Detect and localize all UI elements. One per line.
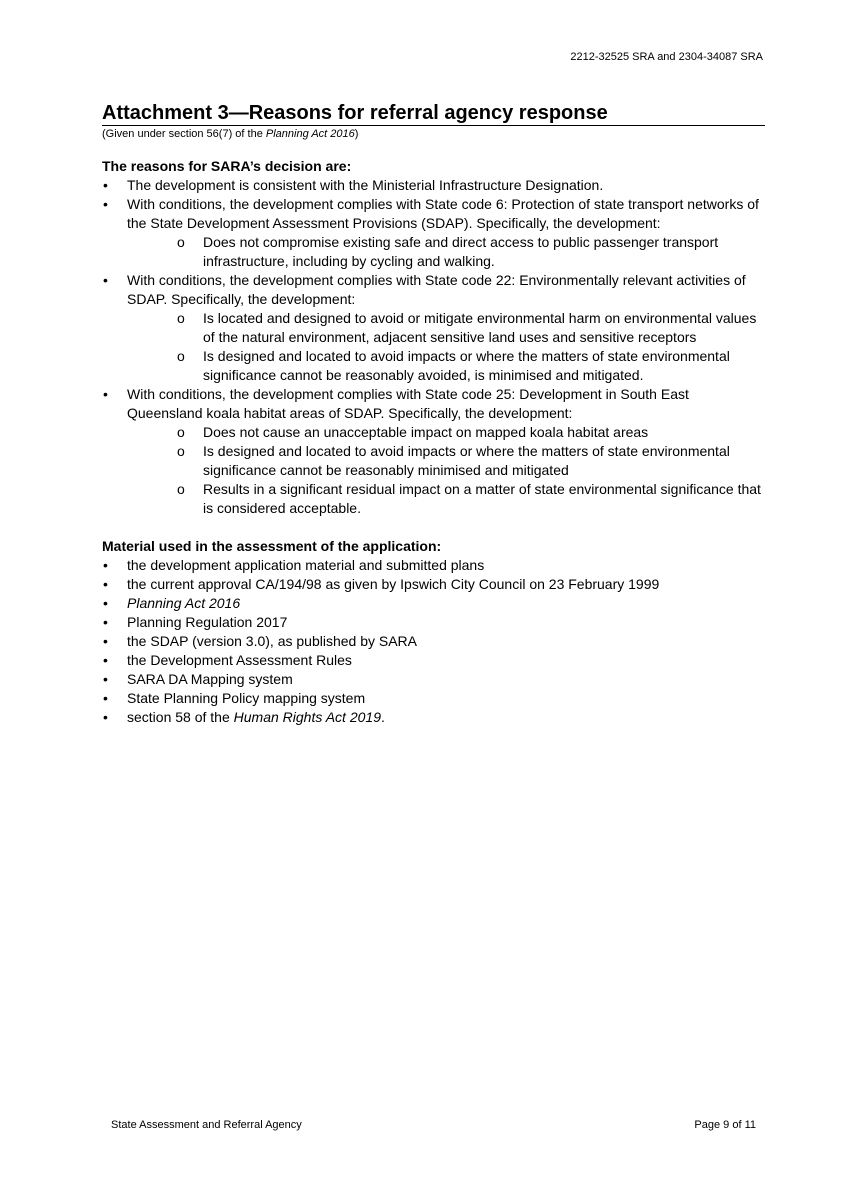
material-item: • SARA DA Mapping system [102,670,767,689]
material-item [102,594,767,613]
material-heading: Material used in the assessment of the application: [102,538,442,554]
page-subtitle [102,127,358,141]
subtitle-prefix: (Given under section 56(7) of the [102,128,266,140]
material-item: • the SDAP (version 3.0), as published by SARA [102,632,767,651]
reason-item [102,385,767,518]
material-text: section 58 of the [127,709,234,725]
material-item: • State Planning Policy mapping system [102,689,767,708]
material-act-name: Planning Act 2016 [127,595,241,611]
reasons-heading: The reasons for SARA’s decision are: [102,158,352,174]
reason-subitem: o Does not cause an unacceptable impact on mapped koala habitat areas [127,423,767,442]
material-item: • the current approval CA/194/98 as given by Ipswich City Council on 23 February 1999 [102,575,767,594]
footer-page-number: Page 9 of 11 [694,1119,756,1131]
material-text-end: . [380,709,385,725]
reason-subitem: o Is designed and located to avoid impacts or where the matters of state environmental significance cannot be reasonably minimised and mitigated [127,442,767,480]
document-reference: 2212-32525 SRA and 2304-34087 SRA [570,51,763,63]
reason-item [102,195,767,271]
material-list [102,556,767,727]
reason-sublist [127,233,767,271]
material-act-name: Human Rights Act 2019 [233,709,381,725]
reason-subitem: o Is located and designed to avoid or mitigate environmental harm on environmental values of the natural environment, adjacent sensitive land uses and sensitive receptors [127,309,767,347]
document-body [102,157,767,727]
section-spacer [102,518,767,537]
reason-text: With conditions, the development complies with State code 6: Protection of state transport networks of the State Development Assessment Provisions (SDAP). Specifically, the development: [127,196,759,231]
footer-agency: State Assessment and Referral Agency [111,1119,302,1131]
reason-subitem: o Does not compromise existing safe and direct access to public passenger transport infrastructure, including by cycling and walking. [127,233,767,271]
subtitle-act-name: Planning Act 2016 [265,128,355,140]
material-item [102,708,767,727]
material-item: • the Development Assessment Rules [102,651,767,670]
reason-sublist [127,309,767,385]
material-item: • Planning Regulation 2017 [102,613,767,632]
reasons-list [102,176,767,518]
reason-subitem: o Is designed and located to avoid impacts or where the matters of state environmental significance cannot be reasonably avoided, is minimised and mitigated. [127,347,767,385]
reason-subitem: o Results in a significant residual impact on a matter of state environmental significance that is considered acceptable. [127,480,767,518]
reason-text: With conditions, the development complies with State code 25: Development in South East Queensland koala habitat areas of SDAP. Specifically, the development: [127,386,689,421]
reason-text: With conditions, the development complies with State code 22: Environmentally relevant activities of SDAP. Specifically, the development: [127,272,746,307]
reason-sublist [127,423,767,518]
reason-item [102,176,767,195]
subtitle-suffix: ) [354,128,359,140]
material-item: • the development application material and submitted plans [102,556,767,575]
reason-item [102,271,767,385]
reason-text: The development is consistent with the Ministerial Infrastructure Designation. [127,177,604,193]
page-title: Attachment 3—Reasons for referral agency response [102,101,765,126]
